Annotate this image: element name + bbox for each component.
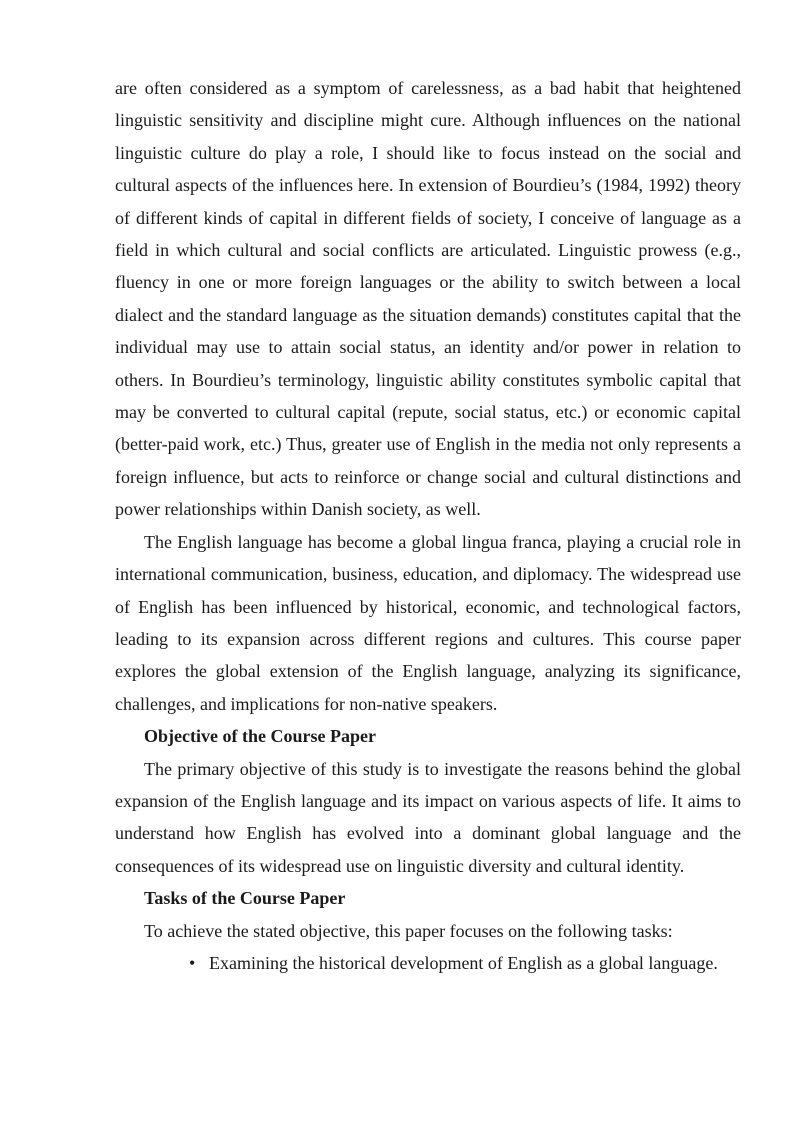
document-body: [115, 72, 741, 979]
bullet-icon: •: [189, 952, 196, 973]
paragraph-objective: The primary objective of this study is to investigate the reasons behind the global expansion of the English language and its impact on various aspects of life. It aims to understand how English has evolved into a dominant global language and the consequences of its widespread use on linguistic diversity and cultural identity.: [115, 758, 741, 876]
tasks-bullet-list: [115, 947, 741, 979]
paragraph-bourdieu-capital: are often considered as a symptom of carelessness, as a bad habit that heightened linguistic sensitivity and discipline might cure. Although influences on the national linguistic culture do play a role, I should like to focus instead on the social and cultural aspects of the influences here. In extension of Bourdieu’s (1984, 1992) theory of different kinds of capital in different fields of society, I conceive of language as a field in which cultural and social conflicts are articulated. Linguistic prowess (e.g., fluency in one or more foreign languages or the ability to switch between a local dialect and the standard language as the situation demands) constitutes capital that the individual may use to attain social status, an identity and/or power in relation to others. In Bourdieu’s terminology, linguistic ability constitutes symbolic capital that may be converted to cultural capital (repute, social status, etc.) or economic capital (better-paid work, etc.) Thus, greater use of English in the media not only represents a foreign influence, but acts to reinforce or change social and cultural distinctions and power relationships within Danish society, as well.: [115, 78, 741, 520]
paragraph-lingua-franca: The English language has become a global lingua franca, playing a crucial role in international communication, business, education, and diplomacy. The widespread use of English has been influenced by historical, economic, and technological factors, leading to its expansion across different regions and cultures. This course paper explores the global extension of the English language, analyzing its significance, challenges, and implications for non-native speakers.: [115, 531, 741, 714]
paragraph-tasks-intro: To achieve the stated objective, this paper focuses on the following tasks:: [144, 920, 673, 941]
heading-objective: Objective of the Course Paper: [144, 726, 376, 747]
heading-tasks: Tasks of the Course Paper: [144, 888, 346, 909]
bullet-text: Examining the historical development of English as a global language.: [209, 952, 718, 973]
list-item: [189, 947, 741, 979]
